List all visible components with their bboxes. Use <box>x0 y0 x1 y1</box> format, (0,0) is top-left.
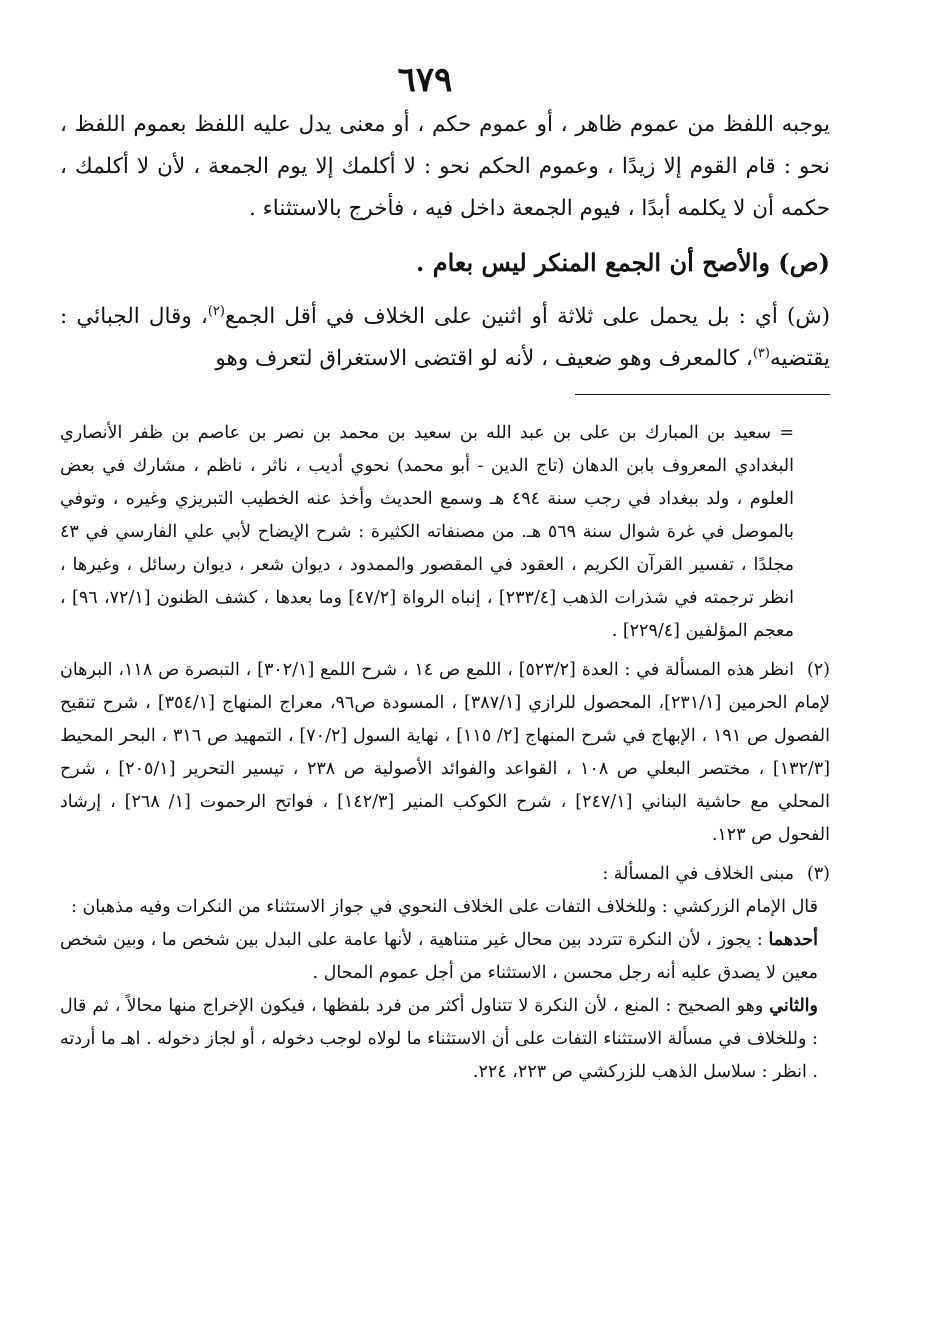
footnote-3-quote-3 <box>60 990 830 1089</box>
footnote-continuation: = سعيد بن المبارك بن على بن عبد الله بن سعيد بن محمد بن نصر بن عاصم بن ظفر الأنصاري البغدادي المعروف بابن الدهان (تاج الدين - أبو محمد) نحوي أديب ، ناثر ، ناظم ، مشارك في بعض العلوم ، ولد ببغداد في رجب سنة ٤٩٤ هـ وسمع الحديث وأخذ عنه الخطيب التبريزي وغيره ، وتوفي بالموصل في غرة شوال سنة ٥٦٩ هـ. من مصنفاته الكثيرة : شرح الإيضاح لأبي علي الفارسي في ٤٣ مجلدًا ، تفسير القرآن الكريم ، العقود في المقصور والممدود ، ديوان شعر ، ديوان رسائل ، وغيرها ، انظر ترجمته في شذرات الذهب [٢٣٣/٤] ، إنباه الرواة [٤٧/٢] وما بعدها ، كشف الظنون [٧٢/١، ٩٦] ، معجم المؤلفين [٢٢٩/٤] . <box>60 423 795 641</box>
footnotes <box>60 417 830 1089</box>
quote-2-text: : يجوز ، لأن النكرة تتردد بين محال غير متناهية ، لأنها عامة على البدل بين شخص ما ، وبين شخص معين لا يصدق عليه أنه رجل محسن ، الاستثناء من أجل عموم المحال . <box>60 930 818 983</box>
main-paragraph-1: يوجبه اللفظ من عموم ظاهر ، أو عموم حكم ، أو معنى يدل عليه اللفظ بعموم اللفظ ، نحو : قام القوم إلا زيدًا ، وعموم الحكم نحو : لا أكلمك إلا يوم الجمعة ، لأن لا أكلمك ، حكمه أن لا يكلمه أبدًا ، فيوم الجمعة داخل فيه ، فأخرج بالاستثناء . <box>60 112 830 221</box>
document-page <box>60 60 830 1089</box>
quote-3-lead: والثاني <box>769 996 818 1016</box>
main-paragraph-2 <box>60 296 830 380</box>
footnote-ref-2[interactable]: (٢) <box>207 303 225 319</box>
matn-heading: (ص) والأصح أن الجمع المنكر ليس بعام . <box>416 248 830 277</box>
quote-3-text: وهو الصحيح : المنع ، لأن النكرة لا تتناول أكثر من فرد بلفظها ، فيكون الإخراج منها محالاً ، ثم قال : وللخلاف في مسألة الاستثناء التفات على أن الاستثناء ما لولاه لوجب دخوله ، أو لجاز دخوله . اهـ ما أردته . انظر : سلاسل الذهب للزركشي ص ٢٢٣، ٢٢٤. <box>60 996 818 1082</box>
footnote-3 <box>60 858 830 891</box>
footnote-3-title: مبنى الخلاف في المسألة : <box>602 864 794 884</box>
quote-2-lead: أحدهما <box>768 930 818 950</box>
footnote-2-text: انظر هذه المسألة في : العدة [٥٢٣/٢] ، اللمع ص ١٤ ، شرح اللمع [٣٠٢/١] ، التبصرة ص ١١٨، البرهان لإمام الحرمين [٢٣١/١]، المحصول للرازي [٣٨٧/١] ، المسودة ص٩٦، معراج المنهاج [٣٥٤/١] ، شرح تنقيح الفصول ص ١٩١ ، الإبهاج في شرح المنهاج [٢/ ١١٥] ، نهاية السول [٧٠/٢] ، التمهيد ص ٣١٦ ، البحر المحيط [١٣٢/٣] ، مختصر البعلي ص ١٠٨ ، القواعد والفوائد الأصولية ص ٢٣٨ ، تيسير التحرير [٢٠٥/١] ، شرح المحلي مع حاشية البناني [٢٤٧/١] ، شرح الكوكب المنير [١٤٢/٣] ، فواتح الرحموت [١/ ٢٦٨] ، إرشاد الفحول ص ١٢٣. <box>60 660 831 845</box>
footnote-3-quote-2 <box>60 924 830 990</box>
footnote-ref-3[interactable]: (٣) <box>752 345 770 361</box>
para2-part-b: ، وقال الجبائي : يقتضيه <box>60 304 830 371</box>
page-number: ٦٧٩ <box>397 60 453 100</box>
para2-part-a: (ش) أي : بل يحمل على ثلاثة أو اثنين على الخلاف في أقل الجمع <box>224 304 830 329</box>
para2-part-c: ، كالمعرف وهو ضعيف ، لأنه لو اقتضى الاستغراق لتعرف وهو <box>215 346 753 371</box>
footnote-3-number: (٣) <box>806 864 830 884</box>
footnote-2-number: (٢) <box>806 660 830 680</box>
footnote-divider <box>575 394 830 395</box>
main-text <box>60 104 830 380</box>
footnote-2 <box>60 654 830 852</box>
footnote-3-quote-1: قال الإمام الزركشي : وللخلاف التفات على الخلاف النحوي في جواز الاستثناء من النكرات وفيه مذهبان : <box>70 897 818 917</box>
